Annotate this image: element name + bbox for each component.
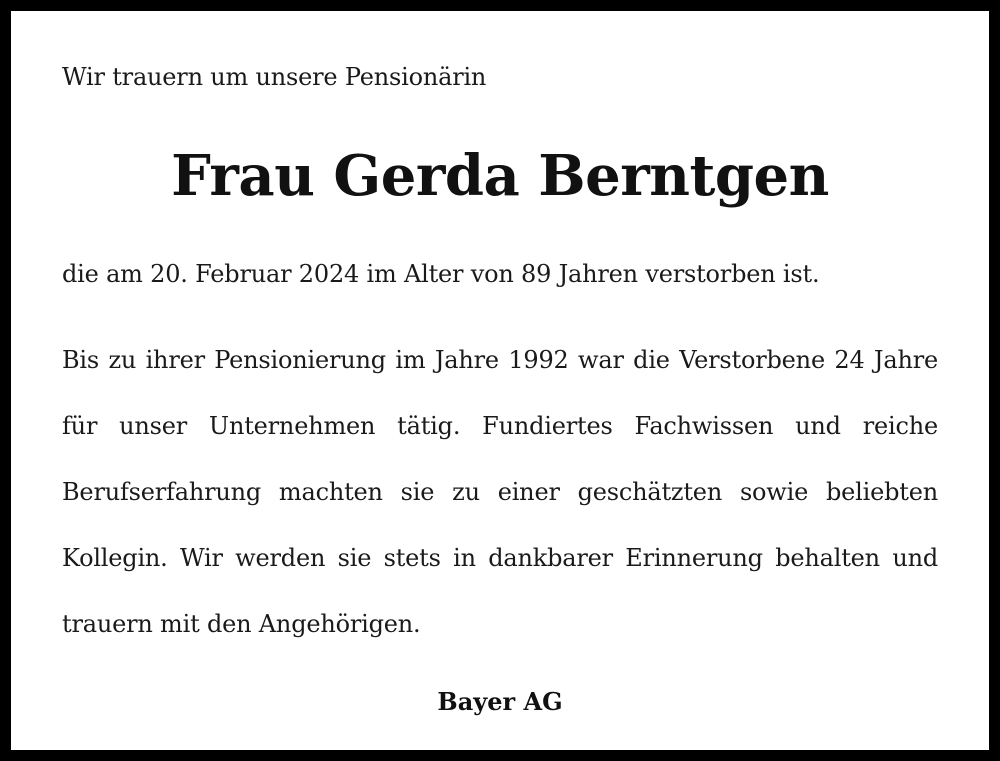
deceased-name: Frau Gerda Berntgen xyxy=(171,143,829,209)
intro-line: Wir trauern um unsere Pensionärin xyxy=(62,63,487,91)
company-signature: Bayer AG xyxy=(437,687,563,716)
death-date-line: die am 20. Februar 2024 im Alter von 89 Jahren verstorben ist. xyxy=(62,260,820,288)
tribute-paragraph: Bis zu ihrer Pensionierung im Jahre 1992 war die Verstorbene 24 Jahre für unser Unternehmen tätig. Fundiertes Fachwissen und reiche Berufserfahrung machten sie zu einer geschätzten sowie beliebten Kollegin. Wir werden sie stets in dankbarer Erinnerung behalten und trauern mit den Angehörigen. xyxy=(62,346,938,638)
